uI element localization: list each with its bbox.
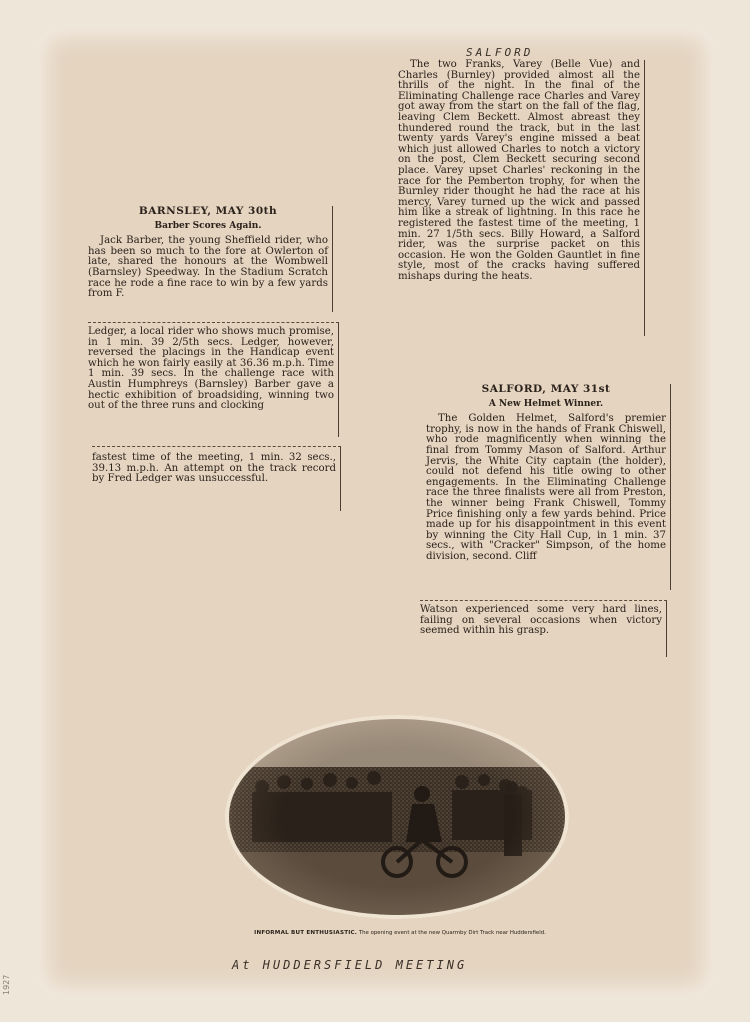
handwritten-label-salford: SALFORD — [466, 46, 534, 59]
clipping-salford-may31 — [426, 384, 671, 590]
barnsley-para-2: Ledger, a local rider who shows much promise, in 1 min. 39 2/5th secs. Ledger, however, reversed the placings in the Handicap event which he won fairly easily at 36.36 m.p.h. Time 1 min. 39 secs. In the challenge race with Austin Humphreys (Barnsley) Barber gave a hectic exhibition of broadsiding, winning two out of the three runs and clocking — [88, 326, 334, 412]
photo-caption-text: The opening event at the new Quarmby Dirt Track near Huddersfield. — [358, 930, 546, 936]
photo-oval — [222, 712, 572, 922]
clipping-salford-may31-part-2 — [420, 600, 667, 657]
salford-may31-para-2: Watson experienced some very hard lines, failing on several occasions when victory seemed within his grasp. — [420, 604, 662, 637]
clipping-salford-top — [398, 60, 645, 336]
photo-caption — [200, 930, 600, 937]
clipping-barnsley — [88, 206, 333, 312]
clipping-barnsley-part-3 — [92, 446, 341, 511]
barnsley-para-1: Jack Barber, the young Sheffield rider, who has been so much to the fore at Owlerton of late, shared the honours at the Wombwell (Barnsley) Speedway. In the Stadium Scratch race he rode a fine race to win by a few yards from F. — [88, 235, 328, 300]
barnsley-subheading: Barber Scores Again. — [154, 220, 262, 231]
barnsley-heading: BARNSLEY, MAY 30th — [138, 205, 278, 217]
clipping-salford-top-text: The two Franks, Varey (Belle Vue) and Charles (Burnley) provided almost all the thrills of the night. In the final of the Eliminating Challenge race Charles and Varey got away from the start on the fall of the flag, leaving Clem Beckett. Almost abreast they thundered round the track, but in the last twenty yards Varey's engine missed a beat which just allowed Charles to notch a victory on the post, Clem Beckett securing second place. Varey upset Charles' reckoning in the race for the Pemberton trophy, for when the Burnley rider thought he had the race at his mercy, Varey turned up the wick and passed him like a streak of lightning. In this race he registered the fastest time of the meeting, 1 min. 27 1/5th secs. Billy Howard, a Salford rider, was the surprise packet on this occasion. He won the Golden Gauntlet in fine style, most of the cracks having suffered mishaps during the heats. — [398, 59, 640, 282]
barnsley-para-3: fastest time of the meeting, 1 min. 32 secs., 39.13 m.p.h. An attempt on the track record by Fred Ledger was unsuccessful. — [92, 452, 336, 485]
photo-caption-title: INFORMAL BUT ENTHUSIASTIC. — [254, 930, 358, 936]
photo-dirt-track-crowd — [222, 712, 572, 922]
handwritten-footer: At HUDDERSFIELD MEETING — [232, 958, 468, 972]
salford-may31-para-1: The Golden Helmet, Salford's premier trophy, is now in the hands of Frank Chiswell, who rode magnificently when winning the final from Tommy Mason of Salford. Arthur Jervis, the White City captain (the holder), could not defend his title owing to other engagements. In the Eliminating Challenge race the three finalists were all from Preston, the winner being Frank Chiswell, Tommy Price finishing only a few yards behind. Price made up for his disappointment in this event by winning the City Hall Cup, in 1 min. 37 secs., with "Cracker" Simpson, of the home division, second. Cliff — [426, 413, 666, 562]
margin-note: 1927 — [2, 974, 11, 995]
salford-may31-heading: SALFORD, MAY 31st — [481, 383, 611, 395]
salford-may31-subheading: A New Helmet Winner. — [488, 398, 604, 409]
clipping-barnsley-part-2 — [88, 322, 339, 437]
